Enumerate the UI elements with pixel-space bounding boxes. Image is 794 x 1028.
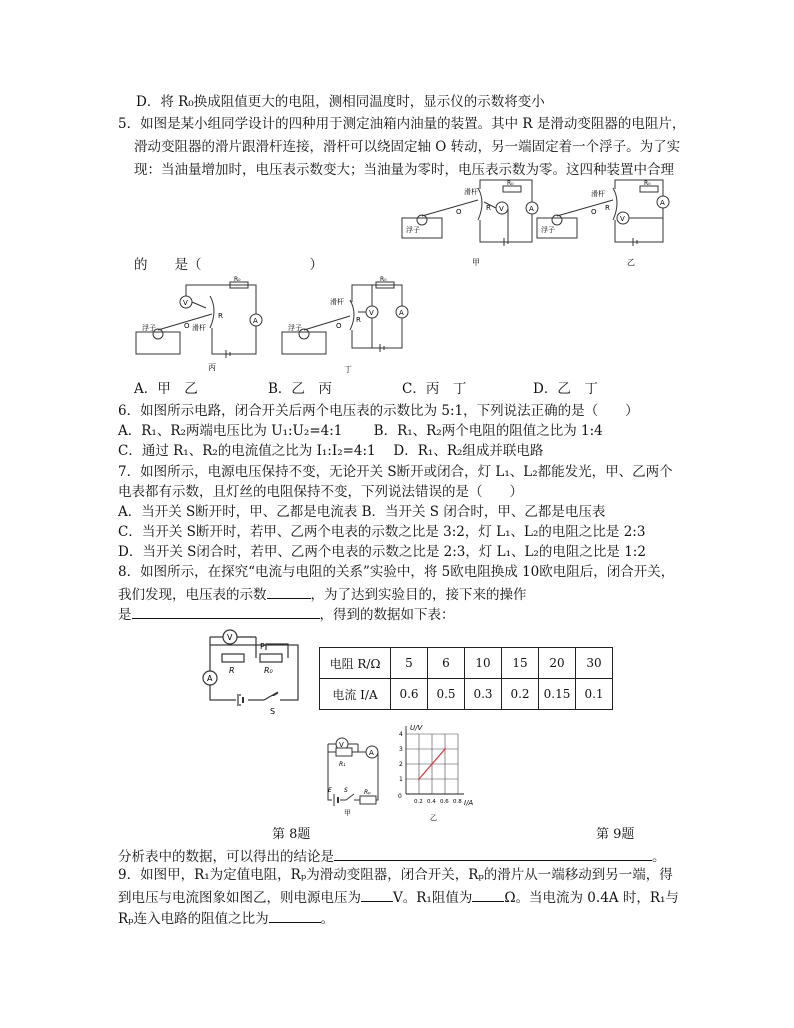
q5-ding-arm-label: 滑杆 — [330, 298, 344, 306]
q5-jia-caption: 甲 — [472, 258, 480, 267]
q5-bing-arm-label: 滑杆 — [192, 324, 206, 332]
table-cell: 0.6 — [391, 679, 428, 710]
q5-stem-line2: 滑动变阻器的滑片跟滑杆连接，滑杆可以绕固定轴 O 转动，另一端固定着一个浮子。为了实 — [134, 139, 681, 155]
q5-option-a: A．甲 乙 — [134, 381, 198, 397]
q5-yi-float — [552, 215, 562, 225]
q9-rp-label: Rₚ — [364, 789, 371, 796]
q5-jia-v-label: V — [499, 205, 504, 213]
x-tick-label: 0.6 — [440, 799, 449, 805]
q9-figure-jia — [322, 738, 384, 818]
q5-stem-line4-text: 的 是 — [134, 257, 188, 273]
x-tick-label: 0.8 — [453, 799, 462, 805]
q9-voltage-blank[interactable] — [361, 887, 393, 902]
q9-stem-line3 — [118, 908, 334, 928]
q9-origin-label: 0 — [398, 793, 402, 800]
q6-options-ab: A．R₁、R₂两端电压比为 U₁:U₂=4:1 B．R₁、R₂两个电阻的阻值之比为 1:4 — [118, 423, 603, 439]
q5-bing-r0-label: R₀ — [234, 276, 241, 283]
y-tick-label: 3 — [399, 746, 403, 753]
q5-yi-r0-label: R₀ — [644, 180, 651, 187]
q5-ding-a-label: A — [399, 309, 404, 317]
q7-option-ab: A．当开关 S断开时，甲、乙都是电流表 B．当开关 S 闭合时，甲、乙都是电压表 — [118, 504, 606, 520]
q8-stem-line2 — [118, 584, 527, 604]
q5-figure-bing — [134, 276, 269, 375]
q9-ratio-blank[interactable] — [269, 908, 321, 923]
q5-yi-caption: 乙 — [627, 258, 635, 267]
q9-rp — [360, 796, 376, 804]
q5-figure-jia — [400, 180, 540, 270]
q7-stem-line2: 电表都有示数，且灯丝的电阻保持不变，下列说法错误的是（ ） — [118, 484, 523, 500]
q9-caption: 第 9题 — [596, 827, 635, 842]
q8-voltmeter-blank[interactable] — [267, 584, 311, 599]
q5-answer-paren: （ ） — [188, 257, 323, 273]
q5-option-d: D．乙 丁 — [533, 381, 598, 397]
y-tick-label: 4 — [399, 731, 403, 738]
q5-ding-r0-label: R₀ — [380, 276, 387, 283]
q9-graph — [392, 718, 488, 824]
q8-r0-label: R₀ — [264, 666, 273, 675]
q5-yi-arm-label: 滑杆 — [591, 190, 605, 198]
q8-s-label: S — [270, 707, 276, 716]
q8-line2-tail: ，为了达到实验目的，接下来的操作 — [310, 587, 527, 603]
q9-y-axis-label: U/V — [410, 724, 423, 732]
q8-line2-text: 我们发现，电压表的示数 — [118, 587, 267, 603]
q5-yi-pivot: O — [591, 208, 597, 216]
q8-resistor — [222, 654, 244, 662]
q9-s-label: S — [344, 787, 348, 794]
table-cell: 0.15 — [539, 679, 576, 710]
q4-option-d: D．将 R₀换成阻值更大的电阻，测相同温度时，显示仪的示数将变小 — [136, 94, 545, 110]
x-tick-label: 0.2 — [414, 799, 423, 805]
y-tick-label: 2 — [399, 761, 403, 768]
table-cell: 0.1 — [576, 679, 613, 710]
q5-jia-arm-label: 滑杆 — [464, 188, 478, 196]
q8-circuit — [200, 630, 305, 715]
q5-yi-rheostat-label: R — [605, 204, 610, 212]
table-cell: 0.2 — [502, 679, 539, 710]
q5-figure-ding — [280, 276, 415, 375]
q5-stem-line1: 5．如图是某小组同学设计的四种用于测定油箱内油量的装置。其中 R 是滑动变阻器的电阻片， — [118, 116, 686, 132]
table-row — [320, 679, 613, 710]
q9-yi-caption: 乙 — [430, 814, 437, 822]
q9-x-axis-label: I/A — [464, 799, 474, 807]
q9-e-label: E — [328, 787, 332, 794]
table-cell: 20 — [539, 648, 576, 679]
q5-jia-rheostat-label: R — [486, 204, 491, 212]
q8-line3-tail: ，得到的数据如下表： — [319, 607, 455, 623]
q9-a-label: A — [369, 749, 374, 757]
q5-jia-float — [417, 215, 427, 225]
y-tick-label: 1 — [399, 776, 403, 783]
q5-yi-v-label: V — [620, 215, 625, 223]
table-cell: 0.3 — [465, 679, 502, 710]
q6-stem: 6．如图所示电路，闭合开关后两个电压表的示数比为 5:1，下列说法正确的是（ ） — [118, 403, 639, 419]
q7-option-c: C．当开关 S断开时，若甲、乙两个电表的示数之比是 3:2，灯 L₁、L₂的电阻之比是 2:3 — [118, 524, 646, 540]
q9-stem-line1: 9．如图甲，R₁为定值电阻，Rₚ为滑动变阻器，闭合开关，Rₚ的滑片从一端移动到另一端，得 — [118, 867, 673, 883]
table-row — [320, 648, 613, 679]
table-cell: 0.5 — [428, 679, 465, 710]
q7-stem-line1: 7．如图所示，电源电压保持不变，无论开关 S断开或闭合，灯 L₁、L₂都能发光，甲、乙两个 — [118, 464, 673, 480]
q5-stem-line3: 现：当油量增加时，电压表示数变大；当油量为零时，电压表示数为零。这四种装置中合理 — [134, 162, 674, 178]
q8-p-label: P — [260, 642, 265, 651]
q8-stem-line3 — [118, 604, 455, 624]
q5-ding-float-label: 浮子 — [288, 324, 302, 332]
q5-jia-a-label: A — [529, 205, 534, 213]
q9-line2-tail: Ω。当电流为 0.4A 时，R₁与 — [504, 890, 679, 906]
table-cell: 5 — [391, 648, 428, 679]
q8-operation-blank[interactable] — [132, 604, 320, 619]
q5-yi-float-label: 浮子 — [541, 226, 555, 234]
table-cell: 15 — [502, 648, 539, 679]
q5-bing-a-label: A — [253, 317, 258, 325]
q5-bing-v-label: V — [183, 299, 188, 307]
q8-caption: 第 8题 — [272, 827, 311, 842]
table-cell: 30 — [576, 648, 613, 679]
q5-ding-rheostat-label: R — [356, 316, 361, 324]
q5-option-c: C．丙 丁 — [402, 381, 467, 397]
q9-line3-text: Rₚ连入电路的阻值之比为 — [118, 911, 269, 927]
q8-conclusion — [118, 846, 666, 866]
q9-r1-label: R₁ — [339, 761, 346, 768]
q9-stem-line2 — [118, 887, 679, 907]
data-point — [444, 748, 446, 750]
q5-ding-tank — [282, 332, 326, 354]
q5-ding-pivot: O — [336, 322, 342, 330]
q5-bing-caption: 丙 — [208, 363, 216, 372]
q9-line3-tail: 。 — [320, 911, 335, 927]
q5-yi-a-label: A — [660, 199, 665, 207]
q5-bing-float-label: 浮子 — [142, 324, 156, 332]
q5-bing-pivot: O — [184, 322, 190, 330]
q5-figure-yi — [535, 180, 675, 270]
table-header-resistance: 电阻 R/Ω — [320, 648, 391, 679]
x-tick-label: 0.4 — [427, 799, 436, 805]
q5-option-b: B．乙 丙 — [268, 381, 332, 397]
q8-r-label: R — [229, 666, 235, 675]
q7-option-d: D．当开关 S闭合时，若甲、乙两个电表的示数之比是 2:3，灯 L₁、L₂的电阻之比是 1:2 — [118, 544, 646, 560]
q8-conclusion-text: 分析表中的数据，可以得出的结论是 — [118, 849, 334, 865]
q9-resistance-blank[interactable] — [472, 887, 504, 902]
q8-v-label: V — [227, 633, 233, 642]
q9-r1 — [336, 748, 352, 756]
q9-line2-text: 到电压与电流图象如图乙，则电源电压为 — [118, 890, 361, 906]
q9-line2-mid: V。R₁阻值为 — [393, 890, 473, 906]
q8-stem-line1: 8．如图所示，在探究“电流与电阻的关系”实验中，将 5欧电阻换成 10欧电阻后，闭合开关， — [118, 564, 675, 580]
q5-ding-v-label: V — [369, 309, 374, 317]
q8-rheostat — [260, 654, 282, 662]
q8-a-label: A — [207, 674, 213, 683]
q5-ding-caption: 丁 — [344, 365, 352, 374]
table-cell: 10 — [465, 648, 502, 679]
q9-jia-caption: 甲 — [344, 809, 351, 817]
q5-jia-r0-label: R₀ — [507, 180, 514, 187]
q6-options-cd: C．通过 R₁、R₂的电流值之比为 I₁:I₂=4:1 D．R₁、R₂组成并联电路 — [118, 443, 544, 459]
table-header-current: 电流 I/A — [320, 679, 391, 710]
table-cell: 6 — [428, 648, 465, 679]
q5-jia-float-label: 浮子 — [406, 226, 420, 234]
q8-conclusion-period: 。 — [652, 849, 666, 865]
q5-bing-tank — [136, 332, 180, 354]
q5-bing-rheostat-label: R — [218, 312, 223, 320]
q8-line3-text: 是 — [118, 607, 132, 623]
data-point — [418, 778, 420, 780]
q9-v-label: V — [339, 741, 344, 749]
q8-data-table — [319, 647, 613, 710]
q5-jia-pivot: O — [456, 208, 462, 216]
q8-conclusion-blank[interactable] — [334, 846, 652, 861]
q5-stem-line4 — [134, 256, 323, 274]
